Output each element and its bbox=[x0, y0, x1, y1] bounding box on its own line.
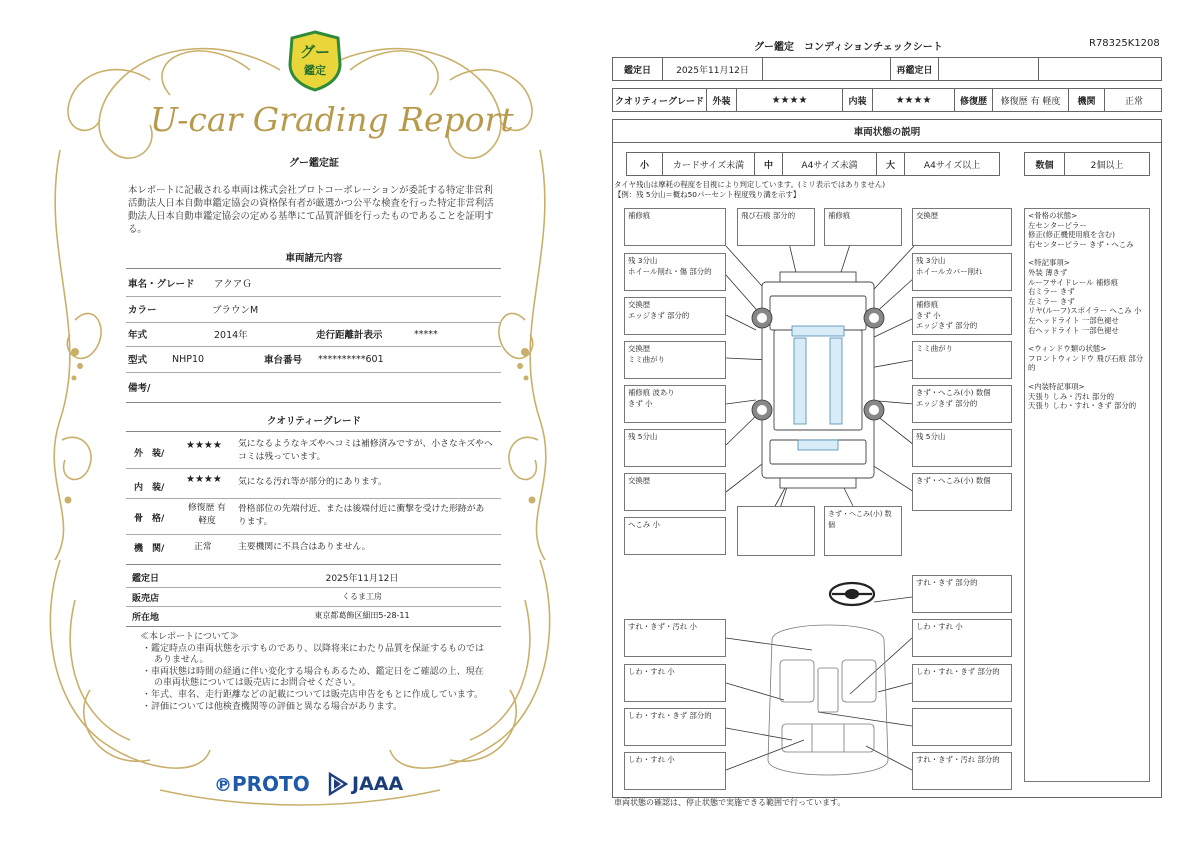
svg-text:グー: グー bbox=[299, 43, 331, 61]
info-row-date bbox=[128, 568, 500, 586]
count-label: 数個 bbox=[1024, 152, 1064, 176]
int-note: しわ・すれ・きず 部分的 bbox=[624, 708, 726, 746]
spec-row-color bbox=[128, 298, 258, 320]
grade-value: 修復歴 有 軽度 bbox=[188, 503, 226, 526]
report-notes bbox=[142, 632, 492, 713]
grade-label: 骨 格/ bbox=[134, 514, 165, 524]
info-value: 東京都葛飾区細田5-28-11 bbox=[314, 611, 410, 620]
grade-desc: 骨格部位の先端付近、または後端付近に衝撃を受けた形跡があります。 bbox=[238, 504, 485, 527]
engine-value: 正常 bbox=[1124, 96, 1143, 107]
ext-note: きず・へこみ(小) 数個 bbox=[912, 473, 1012, 511]
ext-note: 交換歴 ミミ曲がり bbox=[624, 341, 726, 379]
spec-value: NHP10 bbox=[172, 353, 205, 365]
divider bbox=[126, 372, 501, 373]
spec-label: 型式 bbox=[128, 355, 148, 366]
special-item: ルーフサイドレール 補修痕 bbox=[1028, 277, 1119, 287]
ext-note: 交換歴 エッジきず 部分的 bbox=[624, 297, 726, 335]
grade-desc: 気になる汚れ等が部分的にあります。 bbox=[238, 477, 387, 487]
interior-group bbox=[1028, 382, 1146, 411]
special-item: 左ミラー きず bbox=[1028, 296, 1075, 306]
interior-label: 内装 bbox=[843, 89, 873, 111]
ext-note: 飛び石痕 部分的 bbox=[737, 208, 815, 246]
ext-note: きず・へこみ(小) 数個 bbox=[824, 506, 902, 556]
legend-medium-desc: A4サイズ未満 bbox=[782, 152, 876, 176]
special-item: 左ヘッドライト 一部色褪せ bbox=[1028, 315, 1119, 325]
special-item: 外装 薄きず bbox=[1028, 267, 1068, 277]
special-title: <特記事項> bbox=[1028, 258, 1070, 268]
special-item: 右ヘッドライト 一部色褪せ bbox=[1028, 325, 1119, 335]
divider bbox=[126, 296, 501, 297]
note-item: ・評価については他検査機関等の評価と異なる場合があります。 bbox=[142, 701, 403, 712]
spec-label: 走行距離計表示 bbox=[316, 330, 383, 341]
svg-text:鑑定: 鑑定 bbox=[304, 64, 326, 77]
grade-row-exterior bbox=[128, 436, 498, 468]
divider bbox=[126, 626, 501, 627]
grade-stars: ★★★★ bbox=[186, 440, 222, 451]
special-notes-panel bbox=[1024, 208, 1150, 782]
date-value: 2025年11月12日 bbox=[663, 58, 763, 80]
info-label: 所在地 bbox=[132, 613, 160, 623]
spec-label: 年式 bbox=[128, 330, 148, 341]
frame-state-item: 修正(修正機使用痕を含む) bbox=[1028, 230, 1116, 240]
spec-value: **********601 bbox=[318, 353, 384, 365]
int-note: すれ・きず・汚れ 小 bbox=[624, 619, 726, 657]
repair-label: 修復歴 bbox=[955, 89, 993, 111]
divider bbox=[126, 402, 501, 403]
divider bbox=[126, 498, 501, 499]
frame-state-group bbox=[1028, 211, 1146, 249]
grade-desc: 主要機関に不具合はありません。 bbox=[238, 542, 371, 552]
certificate-intro: 本レポートに記載される車両は株式会社プロトコーポレーションが委託する特定非営利活動法人日本自動車鑑定協会の資格保有者が厳選かつ公平な検査を行った特定非営利活動法人日本自動車鑑定協会の定める基準にて品質評価を行ったものであることを証明する。 bbox=[128, 185, 494, 235]
condition-check-sheet bbox=[604, 0, 1200, 848]
state-title: 車両状態の説明 bbox=[612, 119, 1162, 143]
ext-note bbox=[737, 506, 815, 556]
date-label: 鑑定日 bbox=[613, 58, 663, 80]
spec-value: 2014年 bbox=[214, 330, 248, 341]
ext-note: 残 3分山 ホイール削れ・傷 部分的 bbox=[624, 253, 726, 291]
spec-label: カラー bbox=[128, 305, 157, 316]
footer-note: 車両状態の確認は、停止状態で実施できる範囲で行っています。 bbox=[614, 798, 846, 807]
grade-label: 外 装/ bbox=[134, 449, 165, 459]
jaaa-logo-text: JAAA bbox=[352, 773, 404, 795]
ext-note: 補修痕 きず 小 エッジきず 部分的 bbox=[912, 297, 1012, 335]
frame-state-item: 左センターピラー bbox=[1028, 220, 1087, 230]
grade-value: 正常 bbox=[194, 542, 212, 552]
quality-label: クオリティーグレード bbox=[613, 89, 707, 111]
certificate-heading: グー鑑定証 bbox=[289, 158, 339, 169]
int-note bbox=[912, 708, 1012, 746]
frame-state-title: <骨格の状態> bbox=[1028, 211, 1078, 220]
note-item: ・年式、車名、走行距離などの記載については販売店申告をもとに作成しています。 bbox=[142, 689, 484, 700]
exterior-stars: ★★★★ bbox=[737, 89, 843, 111]
ext-note: 交換歴 bbox=[624, 473, 726, 511]
divider bbox=[126, 268, 501, 269]
ext-note: 交換歴 bbox=[912, 208, 1012, 246]
int-note: すれ・きず・汚れ 部分的 bbox=[912, 752, 1012, 790]
tire-note-example: 【例：残 5分山＝概ね50パーセント程度残り溝を示す】 bbox=[614, 190, 801, 199]
special-group bbox=[1028, 258, 1146, 335]
info-row-shop bbox=[128, 588, 500, 606]
interior-title: <内装特記事項> bbox=[1028, 381, 1085, 391]
interior-item: 天張り しわ・すれ・きず 部分的 bbox=[1028, 401, 1137, 411]
ext-note: きず・へこみ(小) 数個 エッジきず 部分的 bbox=[912, 385, 1012, 423]
grade-desc: 気になるようなキズやヘコミは補修済みですが、小さなキズやヘコミは残っています。 bbox=[238, 439, 493, 462]
grade-row-frame bbox=[128, 501, 498, 533]
legend-large-desc: A4サイズ以上 bbox=[904, 152, 1000, 176]
goo-appraisal-badge-icon bbox=[286, 30, 344, 92]
info-row-address bbox=[128, 607, 500, 625]
legend-small: 小 bbox=[626, 152, 662, 176]
legend-large: 大 bbox=[876, 152, 904, 176]
divider bbox=[126, 564, 501, 565]
legend-medium: 中 bbox=[754, 152, 782, 176]
sheet-title: グー鑑定 コンディションチェックシート bbox=[754, 42, 943, 53]
jaaa-logo bbox=[328, 772, 403, 796]
int-note: しわ・すれ 小 bbox=[624, 752, 726, 790]
special-item: リヤ(ルーフ)スポイラー へこみ 小 bbox=[1028, 306, 1142, 316]
spec-row-type bbox=[128, 348, 384, 370]
spec-row-remarks bbox=[128, 376, 150, 398]
ext-note: 補修痕 bbox=[624, 208, 726, 246]
ext-note: ミミ曲がり bbox=[912, 341, 1012, 379]
engine-label: 機関 bbox=[1069, 89, 1105, 111]
grade-label: 機 関/ bbox=[134, 544, 165, 554]
repair-value: 修復歴 有 軽度 bbox=[993, 89, 1069, 111]
quality-section-title: クオリティーグレード bbox=[266, 416, 362, 427]
int-note: しわ・すれ・きず 部分的 bbox=[912, 664, 1012, 702]
frame-state-item: 右センターピラー きず・へこみ bbox=[1028, 239, 1134, 249]
redate-label: 再鑑定日 bbox=[891, 58, 939, 80]
report-script-title: U-car Grading Report bbox=[150, 100, 514, 139]
exterior-label: 外装 bbox=[707, 89, 737, 111]
interior-stars: ★★★★ bbox=[873, 89, 955, 111]
int-note: すれ・きず 部分的 bbox=[912, 575, 1012, 613]
ext-note: 補修痕 bbox=[824, 208, 902, 246]
divider bbox=[126, 431, 501, 432]
spec-label: 備考/ bbox=[128, 383, 151, 394]
ext-note: へこみ 小 bbox=[624, 517, 726, 555]
notes-title: ≪本レポートについて≫ bbox=[140, 632, 239, 642]
note-item: ・車両状態は時間の経過に伴い変化する場合もあるため、鑑定日をご確認の上、現在の車両状態については販売店にお問合せください。 bbox=[142, 666, 484, 689]
info-label: 販売店 bbox=[132, 594, 160, 604]
divider bbox=[126, 468, 501, 469]
spec-row-model bbox=[128, 272, 252, 294]
count-value: 2個以上 bbox=[1064, 152, 1150, 176]
int-note: しわ・すれ 小 bbox=[624, 664, 726, 702]
special-item: 右ミラー きず bbox=[1028, 287, 1075, 297]
ext-note: 補修痕 波あり きず 小 bbox=[624, 385, 726, 423]
window-item: フロントウィンドウ 飛び石痕 部分的 bbox=[1028, 353, 1144, 373]
grade-stars: ★★★★ bbox=[186, 474, 222, 485]
divider bbox=[126, 534, 501, 535]
spec-row-year bbox=[128, 323, 438, 345]
ext-note: 残 5分山 bbox=[912, 429, 1012, 467]
spec-label: 車台番号 bbox=[264, 355, 303, 366]
ext-note: 残 3分山 ホイールカバー削れ bbox=[912, 253, 1012, 291]
divider bbox=[126, 346, 501, 347]
window-group bbox=[1028, 344, 1146, 373]
spec-value: アクアＧ bbox=[214, 279, 252, 290]
legend-small-desc: カードサイズ未満 bbox=[662, 152, 754, 176]
grade-label: 内 装/ bbox=[134, 483, 165, 493]
spec-value: ***** bbox=[414, 328, 438, 340]
sheet-id: R78325K1208 bbox=[1089, 38, 1160, 49]
int-note: しわ・すれ 小 bbox=[912, 619, 1012, 657]
ext-note: 残 5分山 bbox=[624, 429, 726, 467]
info-label: 鑑定日 bbox=[132, 574, 160, 584]
spec-value: ブラウンM bbox=[212, 305, 259, 316]
info-value: 2025年11月12日 bbox=[325, 574, 399, 584]
spec-label: 車名・グレード bbox=[128, 279, 195, 290]
tire-note-line: タイヤ残山は摩耗の程度を目視により判定しています。(ミリ表示ではありません) bbox=[614, 180, 886, 189]
proto-logo bbox=[214, 772, 310, 796]
proto-mark-icon: ℗ bbox=[214, 775, 232, 796]
steering-wheel-icon bbox=[830, 583, 874, 605]
jaaa-mark-icon bbox=[328, 772, 348, 796]
window-title: <ウィンドウ類の状態> bbox=[1028, 344, 1107, 354]
spec-section-title: 車両諸元内容 bbox=[285, 253, 343, 264]
proto-logo-text: PROTO bbox=[232, 772, 310, 796]
interior-item: 天張り しみ・汚れ 部分的 bbox=[1028, 391, 1114, 401]
note-item: ・鑑定時点の車両状態を示すものであり、以降将来にわたり品質を保証するものではありません。 bbox=[142, 643, 485, 666]
info-value: くるま工房 bbox=[342, 592, 382, 601]
